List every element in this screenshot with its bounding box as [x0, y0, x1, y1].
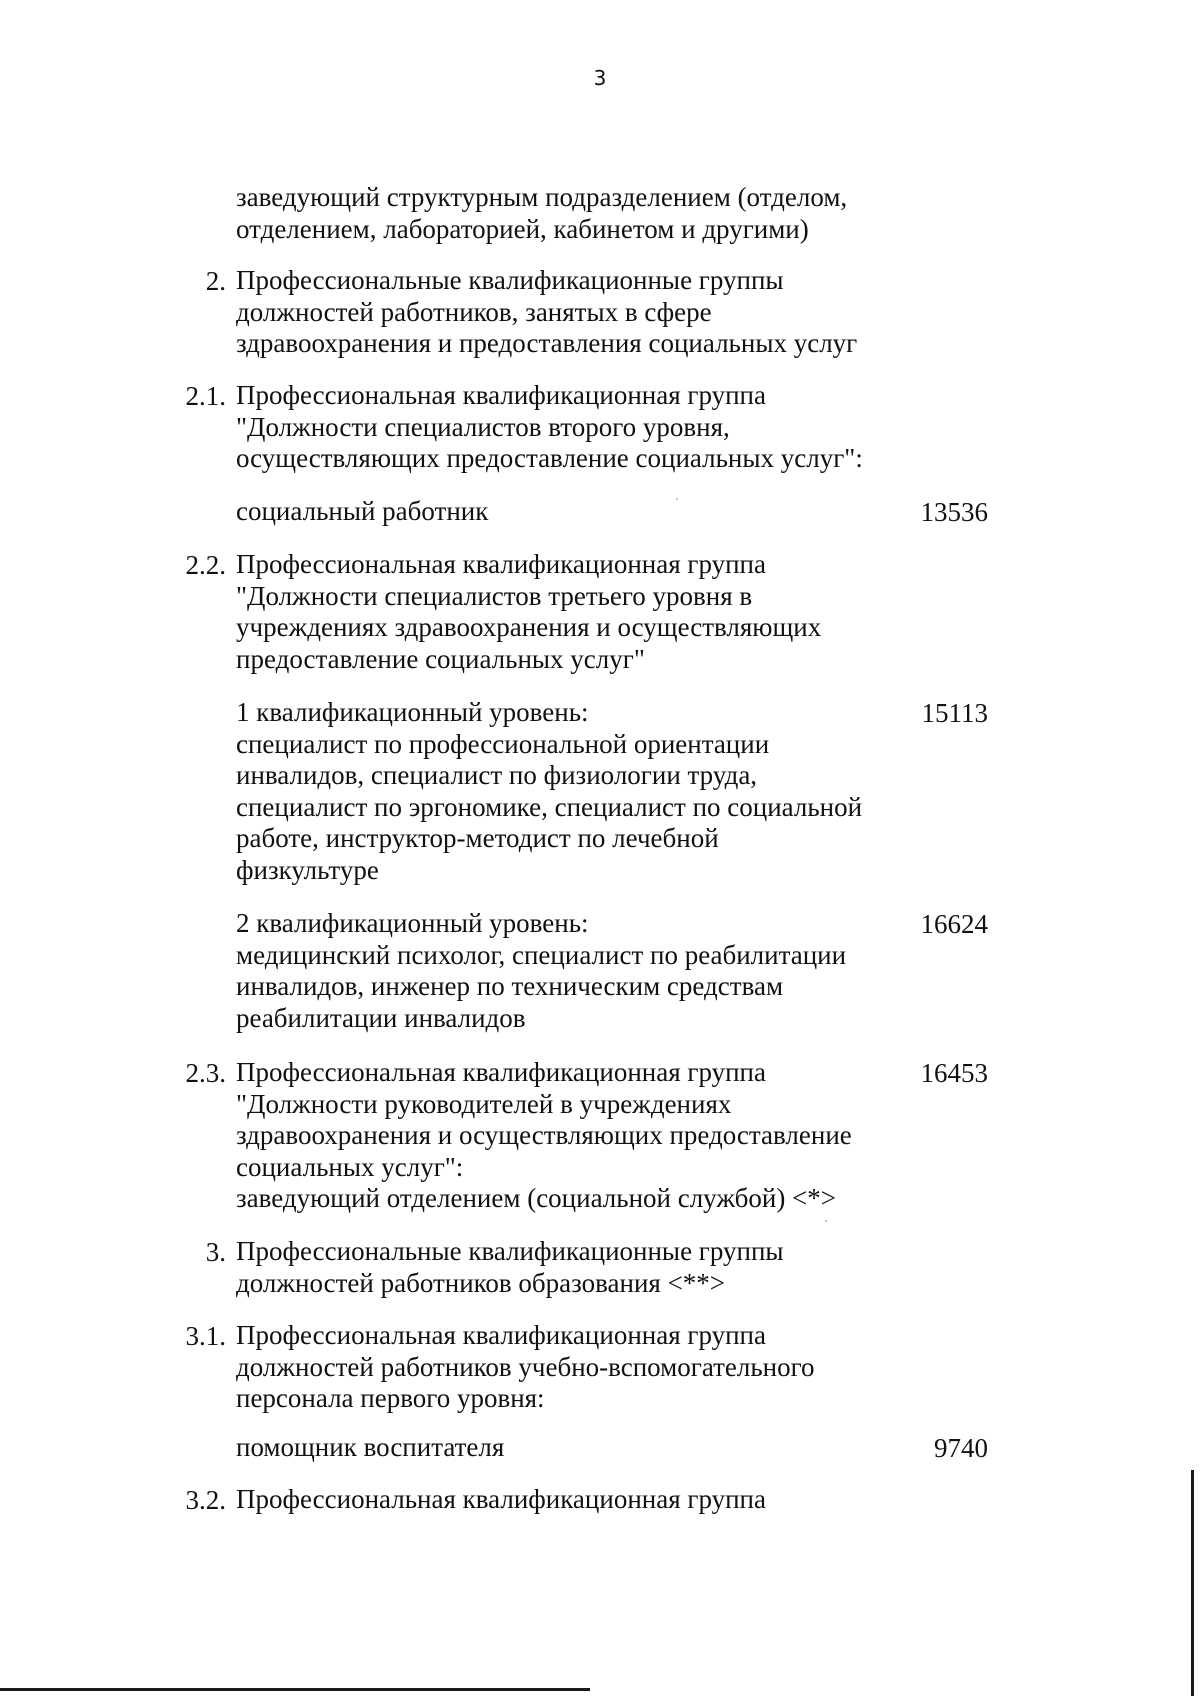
description-line: заведующий отделением (социальной службой) <*> — [236, 1183, 837, 1213]
description-line: заведующий структурным подразделением (отделом, — [236, 182, 848, 212]
page-number: 3 — [593, 66, 607, 90]
row-description — [236, 697, 916, 886]
row-description — [236, 265, 916, 360]
row-description — [236, 182, 916, 245]
description-line: Профессиональная квалификационная группа — [236, 549, 766, 579]
scan-speck — [676, 498, 678, 500]
row-description — [236, 1057, 916, 1215]
description-line: предоставление социальных услуг" — [236, 643, 645, 674]
salary-value: 16624 — [920, 909, 988, 939]
description-line: персонала первого уровня: — [236, 1383, 545, 1413]
description-line: социальных услуг": — [236, 1151, 464, 1182]
row-description — [236, 1484, 916, 1516]
description-line: инвалидов, инженер по техническим средствам — [236, 971, 784, 1001]
salary-value: 9740 — [934, 1433, 988, 1463]
description-line: должностей работников, занятых в сфере — [236, 296, 712, 327]
row-number: 2.2. — [185, 550, 226, 580]
row-number: 2.3. — [185, 1058, 226, 1088]
salary-value: 16453 — [920, 1058, 988, 1088]
row-description — [236, 908, 916, 1034]
row-number: 3. — [205, 1237, 226, 1267]
row-description — [236, 1432, 916, 1464]
salary-value: 13536 — [920, 497, 988, 527]
salary-value: 15113 — [921, 698, 988, 728]
description-line: учреждениях здравоохранения и осуществляющих — [236, 612, 822, 642]
description-line: специалист по эргономике, специалист по социальной — [236, 791, 863, 822]
qualification-level-heading: 1 квалификационный уровень: — [236, 697, 589, 727]
row-number: 2. — [205, 266, 226, 296]
description-line: инвалидов, специалист по физиологии труда, — [236, 760, 758, 790]
row-number: 2.1. — [185, 381, 226, 411]
description-line: помощник воспитателя — [236, 1432, 505, 1462]
description-line: осуществляющих предоставление социальных услуг": — [236, 443, 863, 473]
description-line: Профессиональная квалификационная группа — [236, 1057, 766, 1087]
scan-right-edge-rule — [1191, 1470, 1194, 1696]
description-line: Профессиональные квалификационные группы — [236, 265, 784, 295]
scan-speck — [825, 1220, 827, 1222]
description-line: должностей работников образования <**> — [236, 1267, 726, 1298]
description-line: работе, инструктор-методист по лечебной — [236, 823, 719, 853]
description-line: социальный работник — [236, 496, 489, 526]
scan-bottom-rule — [0, 1688, 590, 1691]
description-line: здравоохранения и предоставления социальных услуг — [236, 328, 858, 358]
description-line: отделением, лабораторией, кабинетом и другими) — [236, 213, 809, 244]
row-description — [236, 549, 916, 675]
description-line: медицинский психолог, специалист по реабилитации — [236, 939, 847, 970]
description-line: "Должности руководителей в учреждениях — [236, 1088, 732, 1119]
description-line: "Должности специалистов третьего уровня в — [236, 580, 753, 611]
description-line: должностей работников учебно-вспомогательного — [236, 1351, 815, 1382]
description-line: здравоохранения и осуществляющих предоставление — [236, 1120, 852, 1150]
description-line: специалист по профессиональной ориентации — [236, 728, 770, 759]
row-number: 3.2. — [185, 1485, 226, 1515]
row-description — [236, 1320, 916, 1415]
description-line: Профессиональная квалификационная группа — [236, 380, 766, 410]
row-description — [236, 1236, 916, 1299]
description-line: Профессиональная квалификационная группа — [236, 1484, 766, 1514]
description-line: физкультуре — [236, 854, 379, 885]
description-line: реабилитации инвалидов — [236, 1002, 526, 1033]
description-line: Профессиональные квалификационные группы — [236, 1236, 784, 1266]
row-description — [236, 380, 916, 475]
row-description — [236, 496, 916, 528]
description-line: "Должности специалистов второго уровня, — [236, 411, 730, 442]
row-number: 3.1. — [185, 1321, 226, 1351]
description-line: Профессиональная квалификационная группа — [236, 1320, 766, 1350]
qualification-level-heading: 2 квалификационный уровень: — [236, 908, 589, 938]
